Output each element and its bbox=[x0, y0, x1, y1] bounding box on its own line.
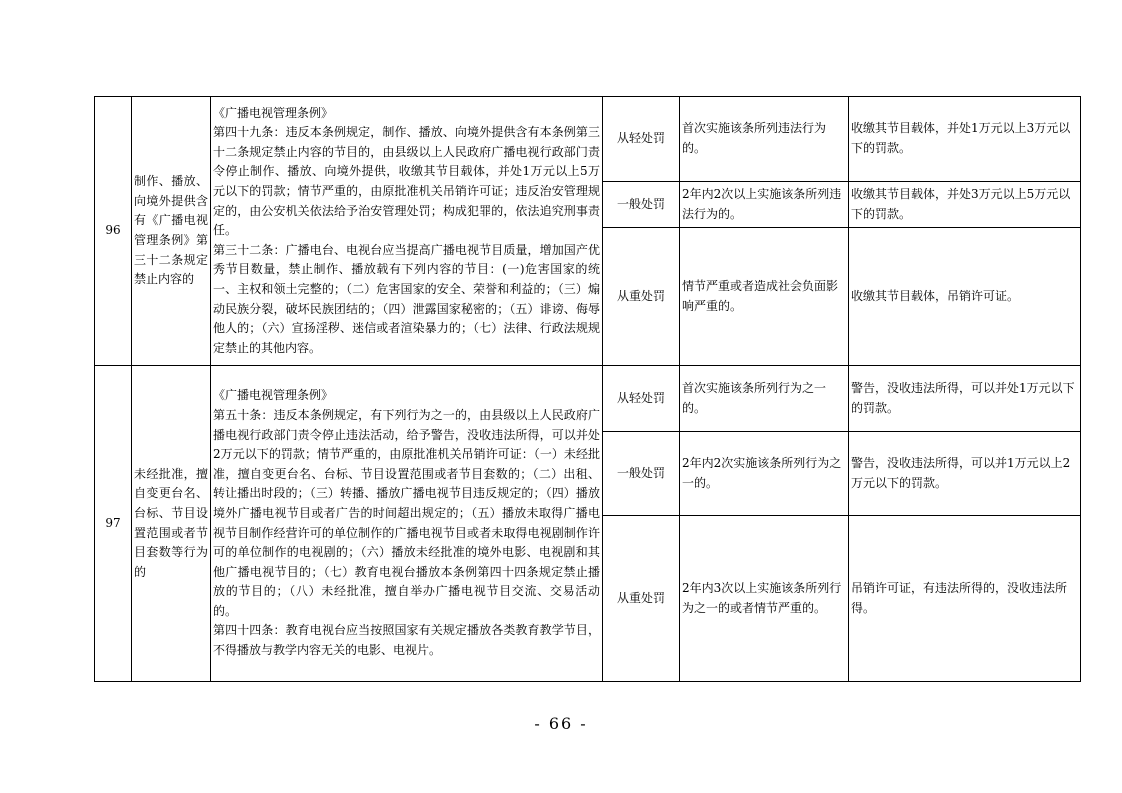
legal-basis bbox=[211, 97, 603, 366]
penalty-level: 从重处罚 bbox=[603, 516, 680, 682]
penalty-condition: 首次实施该条所列违法行为的。 bbox=[680, 97, 849, 182]
basis-paragraph: 《广播电视管理条例》 bbox=[213, 388, 334, 403]
penalty-standard: 收缴其节目载体，吊销许可证。 bbox=[849, 228, 1081, 366]
table-row bbox=[95, 366, 1081, 432]
penalty-level: 从轻处罚 bbox=[603, 97, 680, 182]
penalty-discretion-table bbox=[94, 96, 1081, 682]
penalty-standard: 警告，没收违法所得，可以并1万元以上2万元以下的罚款。 bbox=[849, 432, 1081, 516]
basis-paragraph: 第五十条：违反本条例规定，有下列行为之一的，由县级以上人民政府广播电视行政部门责令停止违法活动，给予警告，没收违法所得，可以并处2万元以下的罚款；情节严重的，由原批准机关吊销许可证：（一）未经批准，擅自变更台名、台标、节目设置范围或者节目套数的；（二）出租、转让播出时段的；（三）转播、播放广播电视节目违反规定的；（四）播放境外广播电视节目或者广告的时间超出规定的；（五）播放未取得广播电视节目制作经营许可的单位制作的广播电视节目或者未取得电视剧制作许可的单位制作的电视剧的；（六）播放未经批准的境外电影、电视剧和其他广播电视节目的；（七）教育电视台播放本条例第四十四条规定禁止播放的节目的；（八）未经批准，擅自举办广播电视节目交流、交易活动的。 bbox=[213, 407, 600, 618]
violation-item: 未经批准，擅自变更台名、台标、节目设置范围或者节目套数等行为的 bbox=[132, 366, 211, 682]
violation-item: 制作、播放、向境外提供含有《广播电视管理条例》第三十二条规定禁止内容的 bbox=[132, 97, 211, 366]
penalty-level: 从轻处罚 bbox=[603, 366, 680, 432]
penalty-condition: 2年内2次以上实施该条所列违法行为的。 bbox=[680, 182, 849, 228]
basis-paragraph: 第三十二条：广播电台、电视台应当提高广播电视节目质量，增加国产优秀节目数量，禁止制作、播放载有下列内容的节目：(一)危害国家的统一、主权和领土完整的；（二）危害国家的安全、荣誉和利益的；（三）煽动民族分裂，破坏民族团结的；（四）泄露国家秘密的；（五）诽谤、侮辱他人的；（六）宣扬淫秽、迷信或者渲染暴力的；（七）法律、行政法规规定禁止的其他内容。 bbox=[213, 242, 600, 355]
penalty-standard: 收缴其节目载体，并处1万元以上3万元以下的罚款。 bbox=[849, 97, 1081, 182]
row-number: 97 bbox=[95, 366, 132, 682]
page-number: - 66 - bbox=[534, 714, 588, 733]
penalty-standard: 吊销许可证，有违法所得的，没收违法所得。 bbox=[849, 516, 1081, 682]
penalty-standard: 收缴其节目载体，并处3万元以上5万元以下的罚款。 bbox=[849, 182, 1081, 228]
basis-paragraph: 第四十四条：教育电视台应当按照国家有关规定播放各类教育教学节目，不得播放与教学内容无关的电影、电视片。 bbox=[213, 623, 600, 658]
penalty-condition: 2年内3次以上实施该条所列行为之一的或者情节严重的。 bbox=[680, 516, 849, 682]
penalty-condition: 首次实施该条所列行为之一的。 bbox=[680, 366, 849, 432]
basis-paragraph: 《广播电视管理条例》 bbox=[213, 105, 334, 120]
penalty-condition: 2年内2次实施该条所列行为之一的。 bbox=[680, 432, 849, 516]
penalty-level: 一般处罚 bbox=[603, 432, 680, 516]
legal-basis bbox=[211, 366, 603, 682]
penalty-standard: 警告，没收违法所得，可以并处1万元以下的罚款。 bbox=[849, 366, 1081, 432]
penalty-level: 从重处罚 bbox=[603, 228, 680, 366]
penalty-condition: 情节严重或者造成社会负面影响严重的。 bbox=[680, 228, 849, 366]
penalty-level: 一般处罚 bbox=[603, 182, 680, 228]
basis-paragraph: 第四十九条：违反本条例规定，制作、播放、向境外提供含有本条例第三十二条规定禁止内容的节目的，由县级以上人民政府广播电视行政部门责令停止制作、播放、向境外提供，收缴其节目载体，并处1万元以上5万元以下的罚款；情节严重的，由原批准机关吊销许可证；违反治安管理规定的，由公安机关依法给予治安管理处罚；构成犯罪的，依法追究刑事责任。 bbox=[213, 125, 600, 238]
table-row bbox=[95, 97, 1081, 182]
row-number: 96 bbox=[95, 97, 132, 366]
